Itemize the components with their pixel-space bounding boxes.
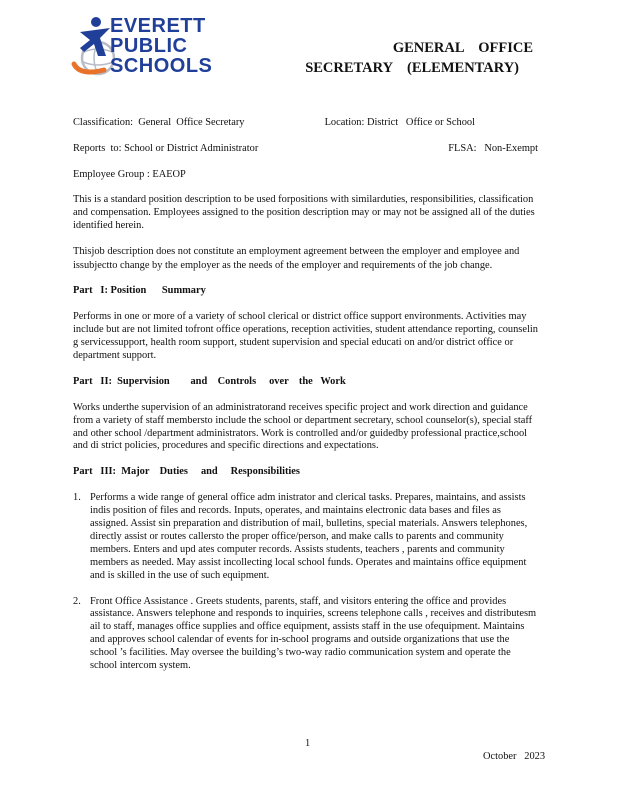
- list-item-number: 2.: [73, 595, 81, 607]
- reports-to-text: Reports to: School or District Administrator: [73, 142, 259, 154]
- logo-line-schools: SCHOOLS: [110, 55, 213, 77]
- logo-line-everett: EVERETT: [110, 15, 206, 37]
- list-item-text: Performs a wide range of general office adm inistrator and clerical tasks. Prepares, maintains, and assists indis position of files and records. Inputs, operates, and maintains electronic data bases and files as assigned. Assist sin preparation and distribution of mail, bulletins, special materials. Answers telephones, directly assist or routes callersto the proper office/person, and make calls to parents and community members. Enters and upd ates computer records. Assists students, teachers , parents and community members as needed. May assist incollecting local school funds. Operates and maintains office equipment and is skilled in the use of such equipment.: [90, 492, 528, 581]
- title-line-1: GENERAL OFFICE: [392, 40, 533, 56]
- info-row-reports: [73, 143, 538, 156]
- logo-line-public: PUBLIC: [110, 35, 188, 57]
- page-title: [305, 38, 533, 78]
- document-body: [73, 117, 538, 673]
- flsa-text: FLSA: Non-Exempt: [448, 142, 538, 154]
- part2-text: Works underthe supervision of an administratorand receives specific project and work direction and guidance from a variety of staff membersto include the school or department secretary, school counselor(s), special staff and other school /department administrators. Work is controlled and/or guidedby professional practice,school and di strict policies, procedures and specific directions and expectations.: [73, 401, 533, 452]
- intro-paragraph-1: This is a standard position description to be used forpositions with similarduties, responsibilities, classification and compensation. Employees assigned to the position description may or may not be assigned all of the duties identified herein.: [73, 193, 535, 231]
- title-line-2: SECRETARY (ELEMENTARY): [305, 60, 519, 76]
- location-text: Location: District Office or School: [324, 117, 475, 128]
- footer-date: October 2023: [483, 751, 546, 762]
- part2-heading: Part II: Supervision and Controls over the Work: [73, 375, 346, 387]
- list-item: [73, 596, 538, 673]
- district-logo: [70, 12, 240, 82]
- list-item-number: 1.: [73, 492, 81, 504]
- part3-heading: Part III: Major Duties and Responsibilities: [73, 466, 300, 478]
- list-item-text: Front Office Assistance . Greets students, parents, staff, and visitors entering the office and provides assistance. Answers telephone and responds to inquiries, screens telephone calls , receives and distributesm ail to staff, manages office supplies and office equipment, assists staff in the use ofequipment. Maintains and approves school calendar of events for in-school programs and outside organizations that use the school ’s facilities. May oversee the building’s two-way radio communication system and operate the school intercom system.: [90, 595, 537, 672]
- part1-text: Performs in one or more of a variety of school clerical or district office support environments. Activities may include but are not limited tofront office operations, reception activities, student attendance reporting, counselin g servicessupport, health room support, student supervision and special educati on and/or district office or department support.: [73, 311, 538, 361]
- duties-list: [73, 492, 538, 673]
- classification-text: Classification: General Office Secretary: [73, 117, 245, 128]
- page-number: 1: [305, 738, 311, 749]
- logo-wordmark: [110, 16, 212, 76]
- info-row-classification: [73, 117, 538, 130]
- intro-paragraph-2: Thisjob description does not constitute an employment agreement between the employer and employee and issubjectto change by the employer as the needs of the employer and requirements of the job change.: [73, 246, 520, 271]
- employee-group-text: Employee Group : EAEOP: [73, 168, 186, 180]
- part1-heading: Part I: Position Summary: [73, 285, 206, 297]
- list-item: [73, 492, 538, 582]
